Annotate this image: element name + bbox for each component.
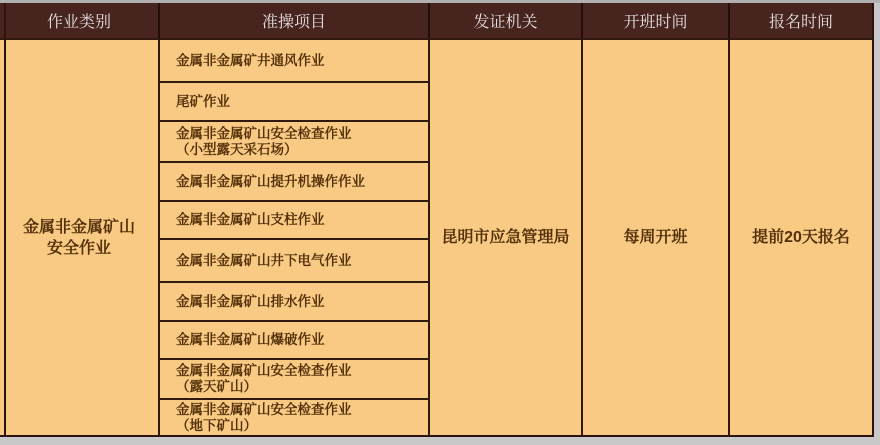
- operation-item-text2: （露天矿山）: [176, 379, 257, 394]
- operation-item-text: 金属非金属矿山爆破作业: [176, 332, 325, 347]
- header-issuing-authority: 发证机关: [430, 3, 583, 40]
- operation-item-text: 金属非金属矿山安全检查作业: [176, 125, 352, 141]
- training-course-table: [0, 3, 874, 437]
- operation-item-text: 金属非金属矿山安全检查作业: [176, 363, 352, 378]
- operation-item-text: 金属非金属矿井通风作业: [176, 52, 325, 68]
- job-category-line1: 金属非金属矿山: [22, 218, 135, 236]
- operation-item: [160, 360, 430, 400]
- header-registration-time: 报名时间: [730, 3, 872, 40]
- operation-item-text: 金属非金属矿山支柱作业: [176, 212, 325, 227]
- operation-item: [160, 240, 430, 283]
- registration-time-cell: 提前20天报名: [752, 229, 850, 246]
- issuing-authority-cell: 昆明市应急管理局: [430, 40, 583, 435]
- operation-item-text: 金属非金属矿山井下电气作业: [176, 252, 352, 268]
- operation-item: [160, 163, 430, 202]
- operation-item-text2: （地下矿山）: [176, 417, 257, 433]
- class-schedule-cell: 每周开班: [583, 40, 730, 435]
- operation-item-text: 金属非金属矿山提升机操作作业: [176, 173, 365, 189]
- operation-item: [160, 400, 430, 435]
- operation-item-text: 金属非金属矿山安全检查作业: [176, 401, 352, 417]
- operation-item: [160, 40, 430, 83]
- operation-item-text: 金属非金属矿山排水作业: [176, 293, 325, 309]
- operation-item-text2: （小型露天采石场）: [176, 141, 298, 157]
- operation-item-text: 尾矿作业: [176, 93, 230, 109]
- operation-item: [160, 202, 430, 240]
- job-category-cell: [0, 40, 160, 435]
- header-permitted-operations: 准操项目: [160, 3, 430, 40]
- operation-item: [160, 83, 430, 122]
- operation-item: [160, 122, 430, 163]
- header-job-category: 作业类别: [0, 3, 160, 40]
- operation-item: [160, 322, 430, 360]
- header-class-start-time: 开班时间: [583, 3, 730, 40]
- operation-item: [160, 283, 430, 322]
- job-category-line2: 安全作业: [46, 239, 111, 257]
